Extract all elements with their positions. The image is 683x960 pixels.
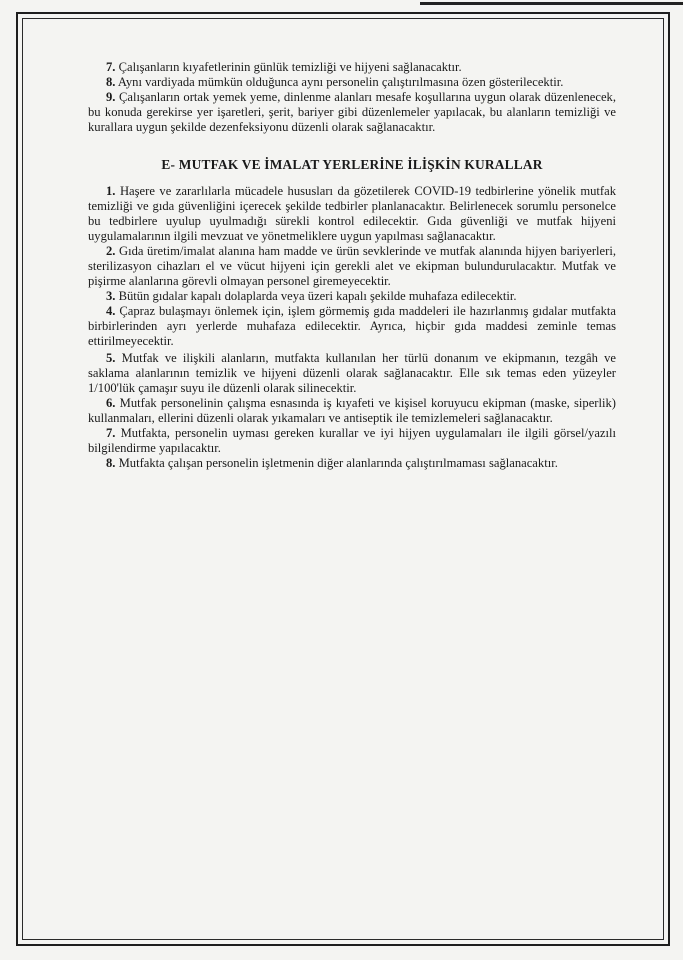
list-item: [88, 456, 616, 471]
item-text: Gıda üretim/imalat alanına ham madde ve ürün sevklerinde ve mutfak alanında hijyen bariyerleri, sterilizasyon cihazları el ve vücut hijyeni için gerekli alet ve ekipman bulundurulacaktır. Mutfak ve pişirme alanlarına görevli olmayan personel giremeyecektir.: [88, 244, 616, 288]
list-item: [88, 304, 616, 349]
item-number: 8.: [106, 456, 116, 470]
item-number: 5.: [106, 351, 116, 365]
list-item: [88, 351, 616, 396]
item-number: 3.: [106, 289, 116, 303]
item-number: 7.: [106, 426, 116, 440]
list-item: [88, 184, 616, 244]
item-text: Çapraz bulaşmayı önlemek için, işlem görmemiş gıda maddeleri ile hazırlanmış gıdalar mutfakta birbirlerinden ayrı yerlerde muhafaza edilecektir. Ayrıca, hiçbir gıda maddesi zeminle temas ettirilmeyecektir.: [88, 304, 616, 348]
list-item: [88, 396, 616, 426]
item-number: 8.: [106, 75, 116, 89]
item-text: Bütün gıdalar kapalı dolaplarda veya üzeri kapalı şekilde muhafaza edilecektir.: [118, 289, 517, 303]
list-item: [88, 90, 616, 135]
list-item: [88, 426, 616, 456]
item-text: Çalışanların kıyafetlerinin günlük temizliği ve hijyeni sağlanacaktır.: [118, 60, 462, 74]
item-text: Mutfak personelinin çalışma esnasında iş kıyafeti ve kişisel koruyucu ekipman (maske, siperlik) kullanmaları, ellerini düzenli olarak yıkamaları ve antiseptik ile temizlemeleri sağlanacaktır.: [88, 396, 616, 425]
item-text: Mutfak ve ilişkili alanların, mutfakta kullanılan her türlü donanım ve ekipmanın, tezgâh ve saklama alanlarının temizlik ve hijyeni düzenli olarak sağlanacaktır. Elle sık temas eden yüzeyler 1/100'lük çamaşır suyu ile düzenli olarak silinecektir.: [88, 351, 616, 395]
item-number: 9.: [106, 90, 116, 104]
item-text: Haşere ve zararlılarla mücadele hususları da gözetilerek COVID-19 tedbirlerine yönelik mutfak temizliği ve gıda güvenliğini içerecek şekilde tedbirler planlanacaktır. Belirlenecek sorumlu personelce bu tedbirlere uyulup uyulmadığı sürekli kontrol edilecektir. Gıda güvenliği ve mutfak hijyeni uygulamalarının ilgili mevzuat ve yönetmeliklere uygun yapılması sağlanacaktır.: [88, 184, 616, 243]
item-number: 4.: [106, 304, 116, 318]
section-title: E- MUTFAK VE İMALAT YERLERİNE İLİŞKİN KURALLAR: [161, 157, 543, 172]
item-number: 2.: [106, 244, 116, 258]
document-body: [88, 60, 616, 471]
list-item: [88, 289, 616, 304]
list-item: [88, 244, 616, 289]
list-item: [88, 75, 616, 90]
top-edge-rule: [420, 2, 683, 5]
item-text: Mutfakta, personelin uyması gereken kurallar ve iyi hijyen uygulamaları ile ilgili görsel/yazılı bilgilendirme yapılacaktır.: [88, 426, 616, 455]
list-item: [88, 60, 616, 75]
item-number: 6.: [106, 396, 116, 410]
item-number: 7.: [106, 60, 116, 74]
item-text: Çalışanların ortak yemek yeme, dinlenme alanları mesafe koşullarına uygun olarak düzenlenecek, bu konuda gerekirse yer işaretleri, şerit, bariyer gibi düzenlemeler yapılacak, bu alanların temizliği ve kurallara uygun şekilde dezenfeksiyonu düzenli olarak sağlanacaktır.: [88, 90, 616, 134]
item-text: Aynı vardiyada mümkün olduğunca aynı personelin çalıştırılmasına özen gösterilecektir.: [117, 75, 564, 89]
item-text: Mutfakta çalışan personelin işletmenin diğer alanlarında çalıştırılmaması sağlanacaktır.: [118, 456, 558, 470]
item-number: 1.: [106, 184, 116, 198]
